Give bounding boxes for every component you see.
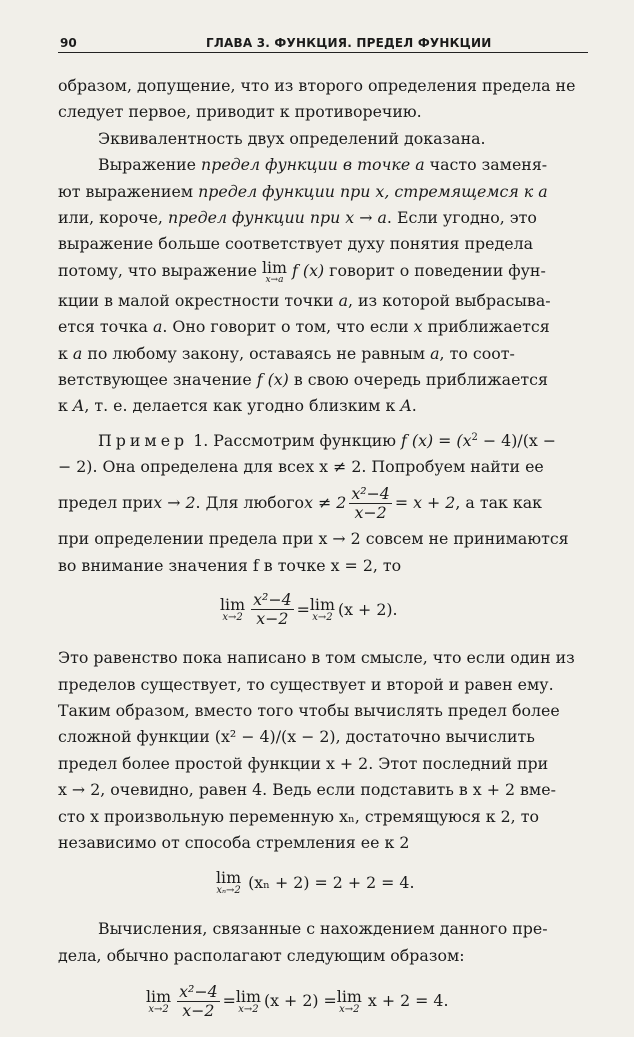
limit-operator: lim xₙ→2 bbox=[216, 868, 242, 897]
text-line: при определении предела при x → 2 совсем не принимаются bbox=[58, 529, 569, 549]
text-line: ветствующее значение f (x) в свою очередь приближается bbox=[58, 369, 548, 389]
text-line: кции в малой окрестности точки a, из которой выбрасыва- bbox=[58, 290, 551, 310]
text-line: x → 2, очевидно, равен 4. Ведь если подставить в x + 2 вме- bbox=[58, 780, 556, 800]
text-line: или, короче, предел функции при x → a. Если угодно, это bbox=[58, 207, 537, 227]
limit-operator: lim x→2 bbox=[220, 594, 246, 623]
text-line: Эквивалентность двух определений доказана. bbox=[98, 128, 486, 148]
page-number: 90 bbox=[60, 36, 77, 50]
limit-operator: lim x→2 bbox=[309, 594, 335, 623]
text-line: сто x произвольную переменную xₙ, стремящуюся к 2, то bbox=[58, 806, 539, 826]
book-page bbox=[58, 30, 588, 1037]
inline-limit: lim x→a bbox=[261, 257, 288, 285]
fraction: $\frac{\text{x²−4}}{x-2}$ bbox=[253, 590, 292, 629]
formula-3: lim x→2 $\frac{\text{x²−4}}{x-2}$ = lim x→2 (x + 2) = lim x→2 x + 2 = 4. bbox=[146, 982, 449, 1021]
fraction: $\frac{\text{x²−4}}{x-2}$ bbox=[179, 982, 218, 1021]
text-line: предел более простой функции x + 2. Этот последний при bbox=[58, 753, 549, 773]
text-line: Таким образом, вместо того чтобы вычислять предел более bbox=[58, 701, 560, 721]
text-line: пределов существует, то существует и второй и равен ему. bbox=[58, 674, 554, 694]
text-line: к A, т. е. делается как угодно близким к A. bbox=[58, 396, 417, 416]
formula-1: lim x→2 $\frac{\text{x²−4}}{x-2}$ = lim x→2 (x + 2). bbox=[220, 590, 398, 629]
text-line: Выражение предел функции в точке a часто заменя- bbox=[98, 155, 548, 175]
text-line: дела, обычно располагают следующим образом: bbox=[58, 945, 465, 965]
text-line: − 2). Она определена для всех x ≠ 2. Попробуем найти ее bbox=[58, 457, 544, 477]
text-line: независимо от способа стремления ее к 2 bbox=[58, 832, 410, 852]
limit-operator: lim x→2 bbox=[146, 986, 172, 1015]
text-line: предел при x → 2 . Для любого x ≠ 2 $\frac{\text{x²−4}}{x-2}$ = x + 2 , а так как bbox=[58, 483, 543, 522]
text-line: Пример 1. Рассмотрим функцию f $(x) = (x^2 - 4)/(x$ − bbox=[98, 430, 557, 450]
formula-2: lim xₙ→2 (xₙ + 2) = 2 + 2 = 4. bbox=[216, 868, 415, 897]
example-label: Пример bbox=[98, 430, 189, 450]
running-header bbox=[58, 30, 588, 53]
text-line: Это равенство пока написано в том смысле, что если один из bbox=[58, 648, 575, 668]
text-line: выражение больше соответствует духу понятия предела bbox=[58, 234, 534, 254]
text-line: во внимание значения f в точке x = 2, то bbox=[58, 555, 402, 575]
fraction: $\frac{\text{x²−4}}{x-2}$ bbox=[351, 483, 390, 522]
text-line: образом, допущение, что из второго определения предела не bbox=[58, 76, 576, 95]
text-line: Вычисления, связанные с нахождением данного пре- bbox=[98, 919, 548, 939]
text-line: потому, что выражение lim x→a f (x) говорит о поведении фун- bbox=[58, 257, 546, 285]
text-line: следует первое, приводит к противоречию. bbox=[58, 102, 422, 122]
body-text bbox=[58, 73, 588, 1031]
limit-operator: lim x→2 bbox=[336, 986, 362, 1015]
text-line: сложной функции (x² − 4)/(x − 2), достаточно вычислить bbox=[58, 727, 535, 747]
text-line: ют выражением предел функции при x, стремящемся к a bbox=[58, 181, 548, 201]
limit-operator: lim x→2 bbox=[235, 986, 261, 1015]
text-line: ется точка a. Оно говорит о том, что если x приближается bbox=[58, 317, 550, 337]
text-line: к a по любому закону, оставаясь не равным a, то соот- bbox=[58, 343, 515, 363]
chapter-title: ГЛАВА 3. ФУНКЦИЯ. ПРЕДЕЛ ФУНКЦИИ bbox=[206, 36, 492, 50]
